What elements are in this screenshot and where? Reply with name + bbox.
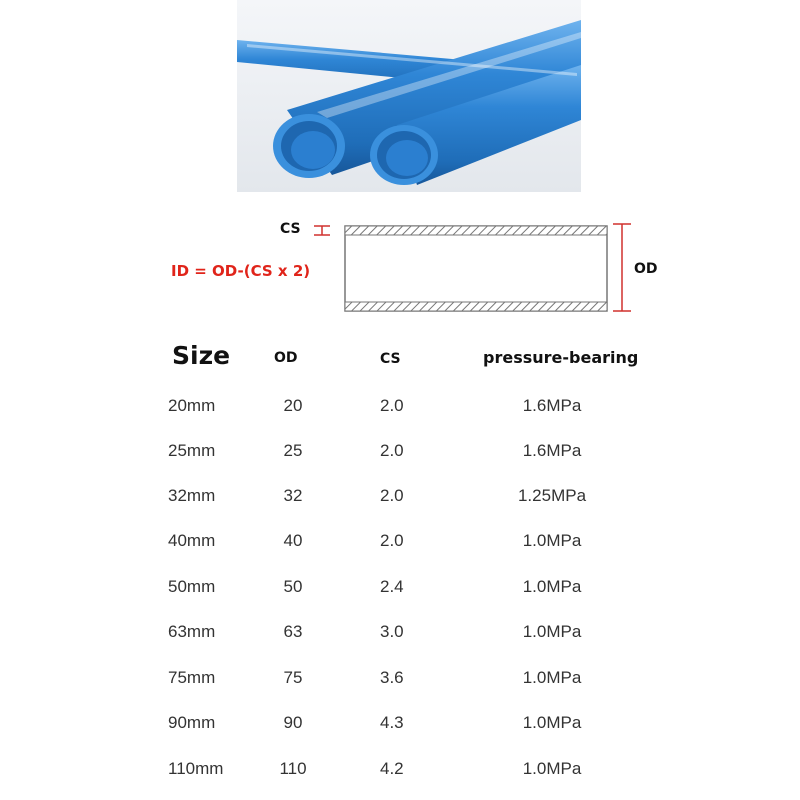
row-pressure: 1.0MPa [522, 668, 582, 687]
row-size: 90mm [168, 713, 216, 732]
row-size: 75mm [168, 668, 216, 687]
header-od: OD [274, 350, 298, 366]
row-od: 50 [283, 577, 303, 596]
row-cs: 4.3 [380, 713, 404, 732]
row-size: 50mm [168, 577, 216, 596]
row-size: 110mm [168, 759, 224, 778]
row-pressure: 1.0MPa [522, 622, 582, 641]
row-od: 75 [283, 668, 303, 687]
row-pressure: 1.0MPa [522, 531, 582, 550]
row-cs: 2.0 [380, 441, 404, 460]
header-cs: CS [380, 351, 401, 367]
row-size: 25mm [168, 441, 216, 460]
row-pressure: 1.0MPa [522, 577, 582, 596]
row-od: 25 [283, 441, 303, 460]
row-size: 32mm [168, 486, 216, 505]
row-cs: 2.0 [380, 531, 404, 550]
cs-label: CS [280, 221, 301, 237]
row-od: 20 [283, 396, 303, 415]
row-pressure: 1.25MPa [517, 486, 587, 505]
row-cs: 2.0 [380, 486, 404, 505]
row-cs: 3.0 [380, 622, 404, 641]
row-pressure: 1.6MPa [522, 441, 582, 460]
id-formula: ID = OD-(CS x 2) [171, 262, 311, 280]
row-size: 20mm [168, 396, 216, 415]
row-od: 40 [283, 531, 303, 550]
header-size: Size [172, 341, 231, 370]
row-pressure: 1.6MPa [522, 396, 582, 415]
row-pressure: 1.0MPa [522, 713, 582, 732]
row-cs: 2.0 [380, 396, 404, 415]
row-pressure: 1.0MPa [522, 759, 582, 778]
row-od: 110 [279, 759, 307, 778]
row-od: 32 [283, 486, 303, 505]
row-od: 63 [283, 622, 303, 641]
row-cs: 3.6 [380, 668, 404, 687]
row-size: 40mm [168, 531, 216, 550]
row-cs: 2.4 [380, 577, 404, 596]
row-od: 90 [283, 713, 303, 732]
row-size: 63mm [168, 622, 216, 641]
row-cs: 4.2 [380, 759, 404, 778]
header-pressure-bearing: pressure-bearing [483, 348, 639, 367]
od-label: OD [634, 261, 658, 277]
